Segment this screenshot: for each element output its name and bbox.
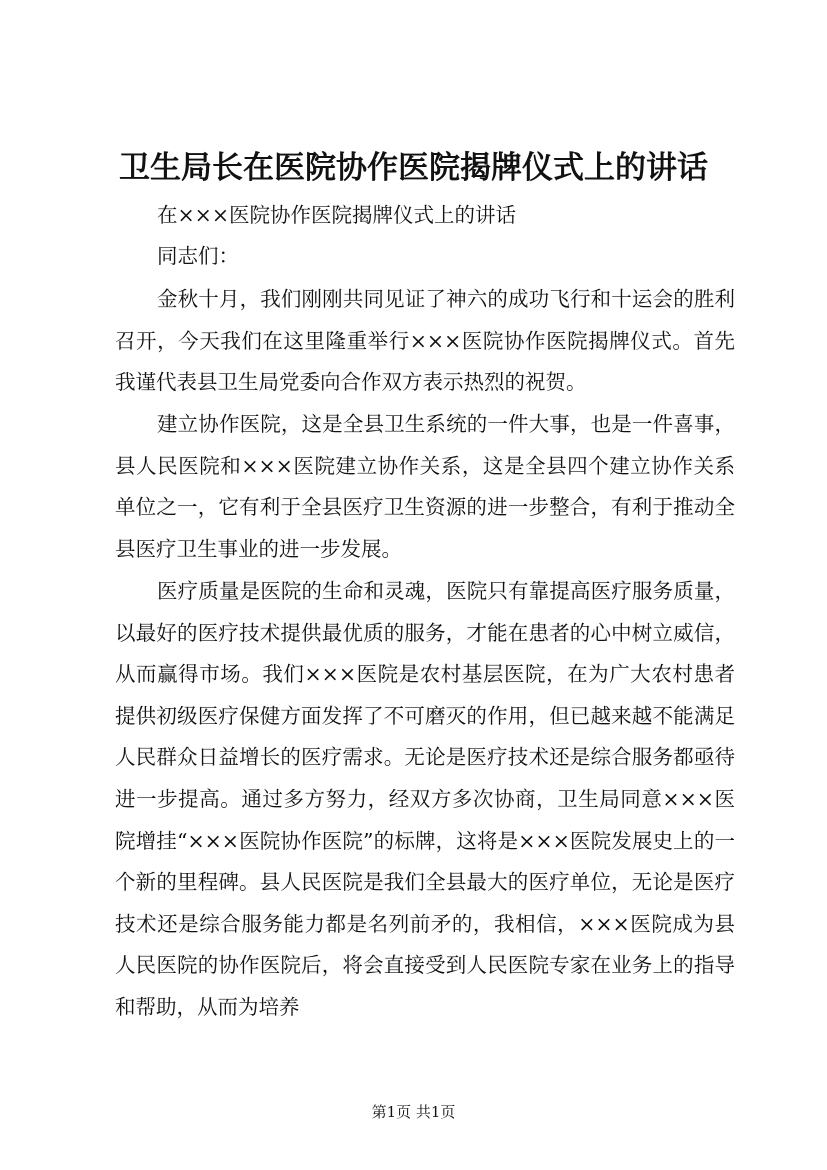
paragraph-3: 医疗质量是医院的生命和灵魂，医院只有靠提高医疗服务质量，以最好的医疗技术提供最优质的服务，才能在患者的心中树立威信，从而赢得市场。我们×××医院是农村基层医院，在为广大农村患者提供初级医疗保健方面发挥了不可磨灭的作用，但已越来越不能满足人民群众日益增长的医疗需求。无论是医疗技术还是综合服务都亟待进一步提高。通过多方努力，经双方多次协商，卫生局同意×××医院增挂“×××医院协作医院”的标牌，这将是×××医院发展史上的一个新的里程碑。县人民医院是我们全县最大的医疗单位，无论是医疗技术还是综合服务能力都是名列前矛的，我相信，×××医院成为县人民医院的协作医院后，将会直接受到人民医院专家在业务上的指导和帮助，从而为培养 xyxy=(115,579,735,1019)
document-subtitle: 在×××医院协作医院揭牌仪式上的讲话 xyxy=(157,203,517,227)
page-footer: 第1页 共1页 xyxy=(371,1103,456,1121)
paragraph-2: 建立协作医院，这是全县卫生系统的一件大事，也是一件喜事，县人民医院和×××医院建立协作关系，这是全县四个建立协作关系单位之一，它有利于全县医疗卫生资源的进一步整合，有利于推动全县医疗卫生事业的进一步发展。 xyxy=(115,412,735,561)
salutation: 同志们： xyxy=(157,244,239,268)
document-title: 卫生局长在医院协作医院揭牌仪式上的讲话 xyxy=(119,150,708,186)
paragraph-1: 金秋十月，我们刚刚共同见证了神六的成功飞行和十运会的胜利召开，今天我们在这里隆重举行×××医院协作医院揭牌仪式。首先我谨代表县卫生局党委向合作双方表示热烈的祝贺。 xyxy=(115,287,735,395)
